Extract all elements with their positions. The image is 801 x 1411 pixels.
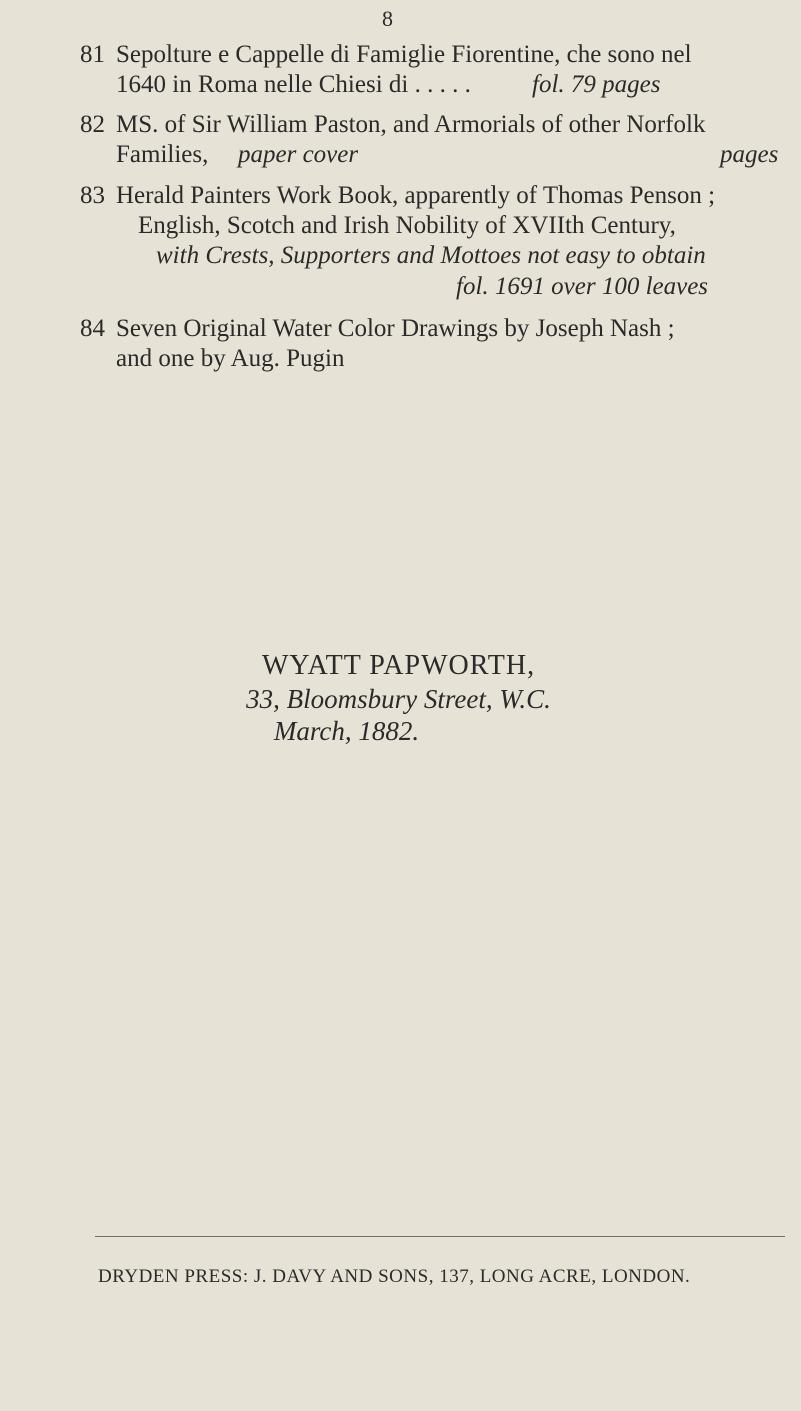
- entry-format: fol. 1691 over 100 leaves: [456, 273, 709, 300]
- printer-line: DRYDEN PRESS: J. DAVY AND SONS, 137, LONG ACRE, LONDON.: [98, 1266, 691, 1287]
- imprint-address: 33, Bloomsbury Street, W.C.: [246, 684, 551, 714]
- entry-format: fol. 79 pages: [532, 71, 661, 98]
- entry-number: 81: [80, 41, 105, 68]
- page-number: 8: [382, 6, 393, 31]
- imprint-date: March, 1882.: [273, 716, 420, 746]
- entry-continuation: 1640 in Roma nelle Chiesi di . . . . .: [116, 71, 471, 98]
- entry-number: 82: [80, 111, 105, 138]
- entry-number: 84: [80, 315, 105, 342]
- entry-title: Sepolture e Cappelle di Famiglie Fiorentine, che sono nel: [116, 41, 692, 68]
- entry-format: pages: [720, 141, 779, 168]
- entry-title: Seven Original Water Color Drawings by Joseph Nash ;: [116, 315, 675, 342]
- entry-continuation: Families,: [116, 141, 209, 168]
- entry-title: MS. of Sir William Paston, and Armorials of other Norfolk: [116, 111, 706, 138]
- imprint-name: WYATT PAPWORTH,: [261, 650, 536, 681]
- entry-note: with Crests, Supporters and Mottoes not easy to obtain: [156, 242, 706, 269]
- entry-number: 83: [80, 182, 105, 209]
- entry-continuation: English, Scotch and Irish Nobility of XVIIth Century,: [138, 212, 676, 239]
- entry-title: Herald Painters Work Book, apparently of Thomas Penson ;: [116, 182, 716, 209]
- footer-rule: [95, 1236, 785, 1237]
- entry-continuation: and one by Aug. Pugin: [116, 345, 345, 372]
- entry-binding: paper cover: [238, 141, 359, 168]
